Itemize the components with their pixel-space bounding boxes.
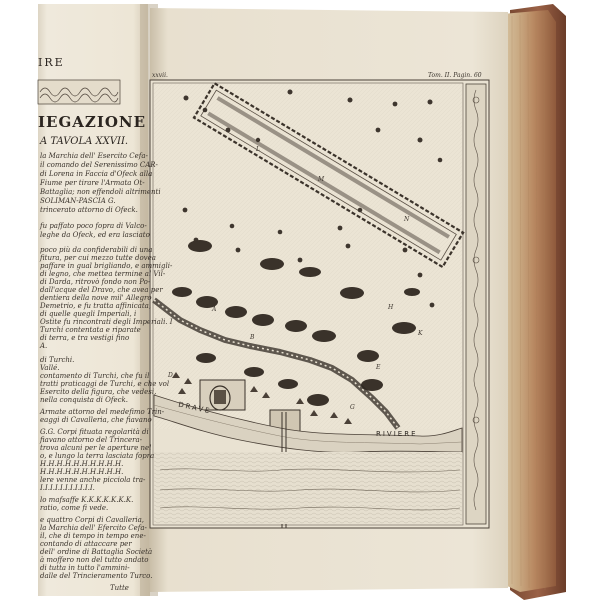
page-edges <box>503 10 556 592</box>
map-letter-D: D <box>168 372 173 379</box>
text-layer: IRE IEGAZIONE A TAVOLA XXVII. la Marchia dell' Esercito Cefa- il comando del Serenissimo CAR- di Lorena in Faccia d'Ofeck alla Fiume per tirare l'Armata Ot- Battaglia; non effendoli altrimenti SOLIMAN-PASCIA G. trincerato attorno di Ofeck. fu paffato poco fopra di Valco- leghe da Ofeck, ed era lasciato poco più da confiderabili di una fitura, per cui mezzo tutte dovea paffare in gual brigliando, e ammigli- di legno, che mettea termine al Vil- di Darda, ritrovò fondo non Po- dall'acque del Dravo, che avea per dentiera della nove mil' Allegro Demetrio, e fu tratta affinicata, di quelle quegli Imperiali, i Ostite fu rincontrati degli Imperiali. I Turchi contentata e riparate di terra, e tra vestigi fino A. di Turchi. Vallé. contamento di Turchi, che fu il tratti praticaggi de Turchi, e che vol Esercito della figura, che vedesi, nella conquista di Ofeck. Armate attorno del medefimo Trin- eaggi di Cavalleria, che fiavano G.G. Corpi fituata regolarità di fiavano attorno del Trincera- trova alcuni per le aperture nel o, e lungo la terra lasciata fopra H.H.H.H.H.H.H.H.H.H. H.H.H.H.H.H.H.H.H.H. lere venne anche picciola tra- I.I.I.I.I.I.I.I.I.I.I. lo mafsaffe K.K.K.K.K.K.K. ratio, come fi vede. e quattro Corpi di Cavalleria, la Marchia dell' Efercito Cefa- il, che di tempo in tempo ene- contando di attaccare per dell' ordine di Battaglia Società à moffero non del tutto andato di tutta in tutto l'ammini- dalle del Trincieramento Turco. Tutte xxvii. Tom. II. Pagin. 60 L M N A B D G E H K DRAVE RIVIERE <box>38 56 482 592</box>
map-letter-E: E <box>376 364 381 371</box>
page-subtitle: A TAVOLA XXVII. <box>40 136 129 147</box>
page-title: IEGAZIONE <box>38 113 147 131</box>
river-label-drave: DRAVE <box>177 400 212 416</box>
map-letter-K: K <box>418 330 423 337</box>
plate-head-left: xxvii. <box>152 72 168 79</box>
running-head: IRE <box>38 56 65 69</box>
catchword: Tutte <box>110 584 129 592</box>
map-letter-A: A <box>212 306 217 313</box>
map-letter-G: G <box>350 404 355 411</box>
map-letter-H: H <box>388 304 394 311</box>
map-letter-N: N <box>404 216 410 223</box>
map-letter-L: L <box>256 146 260 153</box>
ornament-band <box>38 80 120 104</box>
river-label-riviere: RIVIERE <box>376 430 418 438</box>
map-letter-B: B <box>250 334 255 341</box>
plate-head-right: Tom. II. Pagin. 60 <box>428 72 482 79</box>
map-letter-M: M <box>318 176 325 183</box>
